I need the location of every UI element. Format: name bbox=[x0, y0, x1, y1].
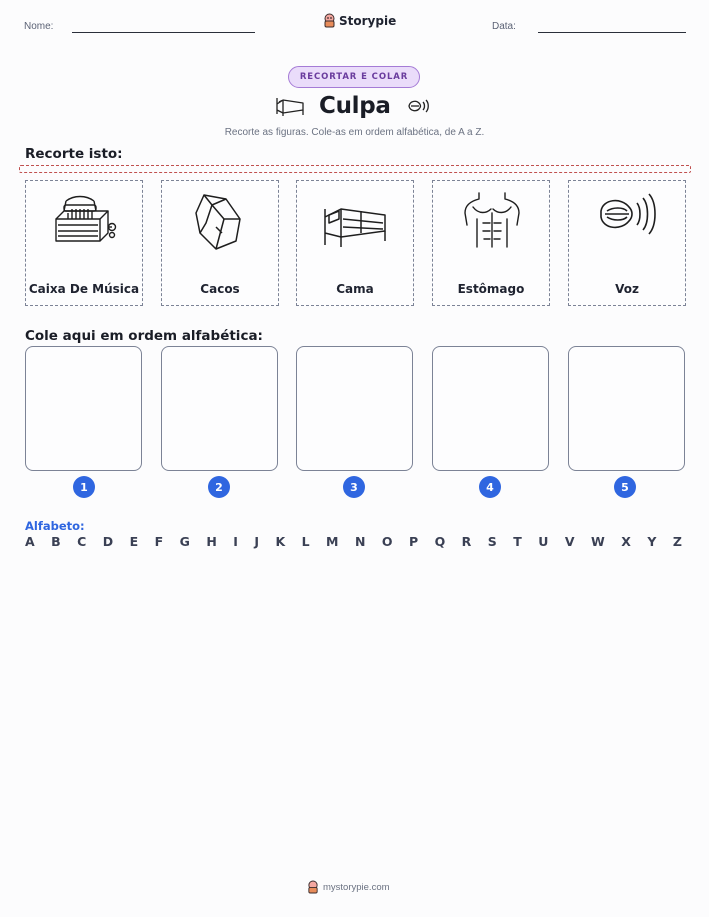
alphabet-heading: Alfabeto: bbox=[25, 519, 85, 533]
slot-number: 1 bbox=[73, 476, 95, 498]
card-label: Voz bbox=[615, 282, 639, 296]
alphabet-letter: S bbox=[487, 534, 497, 549]
alphabet-letter: X bbox=[621, 534, 631, 549]
torso-icon bbox=[457, 189, 527, 253]
alphabet-letter: E bbox=[129, 534, 139, 549]
paste-slot-1[interactable] bbox=[25, 346, 142, 471]
alphabet-letter: Z bbox=[672, 534, 682, 549]
bed-icon bbox=[274, 94, 306, 118]
card-label: Estômago bbox=[457, 282, 525, 296]
cut-card[interactable] bbox=[296, 180, 414, 306]
cut-heading: Recorte isto: bbox=[25, 146, 123, 162]
alphabet-row bbox=[25, 534, 682, 549]
storypie-mascot-icon bbox=[307, 880, 319, 894]
alphabet-letter: O bbox=[381, 534, 393, 549]
storypie-mascot-icon bbox=[323, 13, 336, 28]
name-label: Nome: bbox=[24, 21, 54, 32]
alphabet-letter: A bbox=[25, 534, 35, 549]
shard-icon bbox=[186, 189, 256, 253]
cut-card[interactable] bbox=[25, 180, 143, 306]
alphabet-letter: K bbox=[275, 534, 286, 549]
alphabet-letter: Y bbox=[647, 534, 657, 549]
alphabet-letter: R bbox=[461, 534, 472, 549]
alphabet-letter: M bbox=[326, 534, 339, 549]
date-line[interactable] bbox=[538, 32, 686, 33]
bed-icon bbox=[321, 189, 391, 253]
alphabet-letter: V bbox=[564, 534, 575, 549]
slot-number: 2 bbox=[208, 476, 230, 498]
voice-icon bbox=[593, 189, 663, 253]
footer bbox=[307, 880, 390, 894]
alphabet-letter: T bbox=[513, 534, 522, 549]
alphabet-letter: N bbox=[354, 534, 366, 549]
slot-number: 4 bbox=[479, 476, 501, 498]
card-label: Caixa De Música bbox=[28, 282, 140, 296]
paste-slot-3[interactable] bbox=[296, 346, 413, 471]
paste-slot-5[interactable] bbox=[568, 346, 685, 471]
music-box-icon bbox=[50, 189, 120, 253]
alphabet-letter: W bbox=[590, 534, 605, 549]
alphabet-letter: D bbox=[102, 534, 114, 549]
footer-url[interactable]: mystorypie.com bbox=[323, 881, 390, 893]
slot-number: 5 bbox=[614, 476, 636, 498]
alphabet-letter: J bbox=[254, 534, 260, 549]
alphabet-letter: Q bbox=[434, 534, 446, 549]
page-title: Culpa bbox=[319, 93, 391, 119]
alphabet-letter: B bbox=[51, 534, 61, 549]
activity-badge: RECORTAR E COLAR bbox=[288, 66, 420, 88]
alphabet-letter: U bbox=[538, 534, 549, 549]
voice-icon bbox=[407, 97, 431, 115]
paste-slot-2[interactable] bbox=[161, 346, 278, 471]
alphabet-letter: H bbox=[206, 534, 217, 549]
alphabet-letter: G bbox=[179, 534, 190, 549]
alphabet-letter: P bbox=[408, 534, 419, 549]
name-line[interactable] bbox=[72, 32, 255, 33]
cut-card[interactable] bbox=[432, 180, 550, 306]
cut-card[interactable] bbox=[568, 180, 686, 306]
paste-slot-4[interactable] bbox=[432, 346, 549, 471]
cut-card[interactable] bbox=[161, 180, 279, 306]
card-label: Cacos bbox=[200, 282, 240, 296]
instructions: Recorte as figuras. Cole-as em ordem alfabética, de A a Z. bbox=[224, 127, 485, 138]
alphabet-letter: I bbox=[233, 534, 238, 549]
alphabet-letter: C bbox=[77, 534, 87, 549]
slot-number: 3 bbox=[343, 476, 365, 498]
alphabet-letter: L bbox=[301, 534, 310, 549]
brand-logo bbox=[323, 13, 396, 28]
brand-name: Storypie bbox=[339, 13, 397, 28]
card-label: Cama bbox=[336, 282, 374, 296]
alphabet-letter: F bbox=[154, 534, 164, 549]
date-label: Data: bbox=[492, 21, 516, 32]
cut-line bbox=[19, 165, 691, 173]
paste-heading: Cole aqui em ordem alfabética: bbox=[25, 328, 263, 344]
